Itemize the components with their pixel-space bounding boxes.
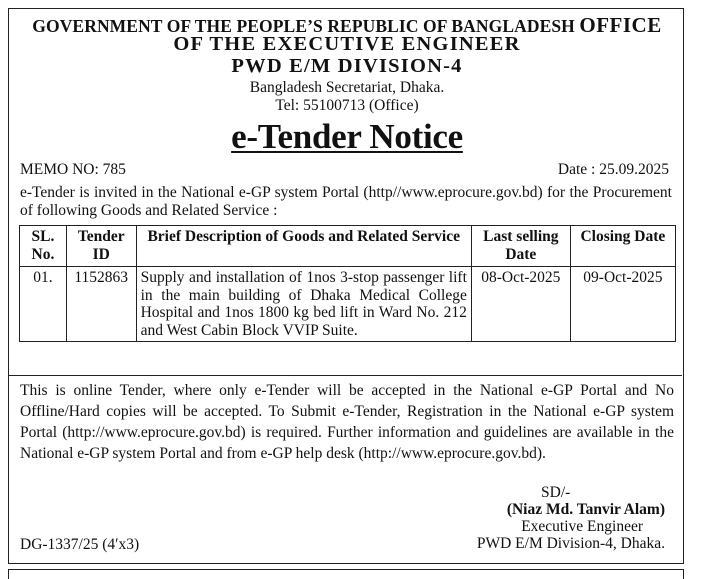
- notice-date: Date : 25.09.2025: [557, 161, 669, 178]
- cell-tender-id: 1152863: [66, 267, 136, 342]
- signatory-designation: Executive Engineer: [521, 518, 643, 535]
- header-line-3: PWD E/M DIVISION-4: [231, 55, 463, 77]
- header-phone: Tel: 55100713 (Office): [275, 97, 419, 114]
- header-government: GOVERNMENT OF THE PEOPLE’S REPUBLIC OF BANGLADESH: [32, 16, 575, 36]
- header-tender-id: Tender ID: [66, 226, 136, 267]
- cell-description: Supply and installation of 1nos 3-stop passenger lift in the main building of Dhaka Medical College Hospital and 1nos 1800 kg bed lift in Ward No. 212 and West Cabin Block VVIP Suite.: [136, 267, 471, 342]
- signature-block: [449, 501, 665, 552]
- header-description: Brief Description of Goods and Related Service: [136, 226, 471, 267]
- header-line-2: OF THE EXECUTIVE ENGINEER: [173, 33, 521, 55]
- tender-table: [19, 225, 676, 342]
- signatory-office: PWD E/M Division-4, Dhaka.: [476, 535, 665, 552]
- terms-paragraph: This is online Tender, where only e-Tender will be accepted in the National e-GP Portal and No Offline/Hard copies will be accepted. To Submit e-Tender, Registration in the National e-GP system Portal (http://www.eprocure.gov.bd) is required. Further information and guidelines are available in the National e-GP system Portal and from e-GP help desk (http://www.eprocure.gov.bd).: [20, 382, 674, 462]
- table-row: [20, 267, 676, 342]
- next-notice-edge: [8, 569, 684, 579]
- notice-title: e-Tender Notice: [231, 117, 463, 156]
- dg-reference: DG-1337/25 (4′x3): [20, 536, 140, 553]
- header-last-selling: Last selling Date: [471, 226, 570, 267]
- cell-closing: 09-Oct-2025: [570, 267, 675, 342]
- cell-last-selling: 08-Oct-2025: [471, 267, 570, 342]
- header-closing: Closing Date: [570, 226, 675, 267]
- table-header-row: [20, 226, 676, 267]
- signature-sd: SD/-: [541, 484, 571, 501]
- intro-paragraph: e-Tender is invited in the National e-GP system Portal (http//www.eprocure.gov.bd) for the Procurement of following Goods and Related Service :: [20, 184, 672, 219]
- signatory-name: (Niaz Md. Tanvir Alam): [506, 501, 665, 518]
- memo-number: MEMO NO: 785: [20, 161, 126, 178]
- cell-sl: 01.: [20, 267, 67, 342]
- notice-frame: [8, 8, 684, 564]
- divider: [9, 375, 682, 376]
- header-address: Bangladesh Secretariat, Dhaka.: [249, 79, 445, 96]
- header-sl: SL. No.: [20, 226, 67, 267]
- header-office: OFFICE: [579, 13, 662, 37]
